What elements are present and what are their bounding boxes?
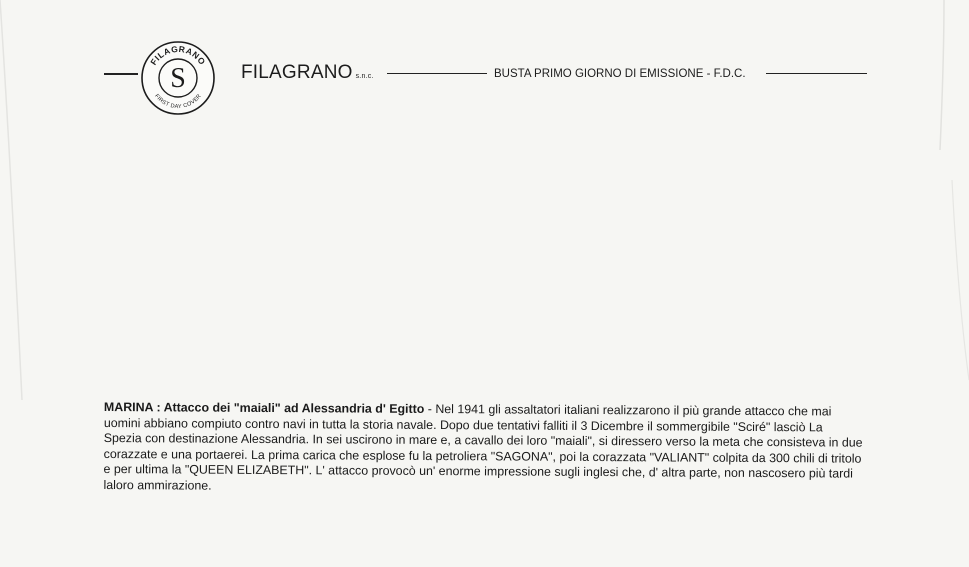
logo-ring-top-text: FILAGRANO [148,43,208,67]
filagrano-logo [140,40,216,116]
description-heading: MARINA : Attacco dei "maiali" ad Alessandria d' Egitto [103,400,425,416]
brand-name: FILAGRANO [241,62,353,83]
brand-suffix: s.n.c. [355,73,374,80]
header-rule-middle [387,73,487,74]
header-rule-right [766,73,867,74]
description-body: - Nel 1941 gli assaltatori italiani realizzarono il più grande attacco che mai uomini abbiano compiuto contro navi in tutta la storia navale. Dopo due tentativi falliti il 3 Dicembre il sommergibile "Sciré" lasciò La Spezia con destinazione Alessandria. In sei uscirono in mare e, a cavallo dei loro "maiali", si diressero verso la meta che consisteva in due corazzate e una portaerei. La prima carica che esplose fu la petroliera "SAGONA", poi la corazzata "VALIANT" colpita da 300 chili di tritolo e per ultima la "QUEEN ELIZABETH". L' attacco provocò un' enorme impressione sugli inglesi che, d' altra parte, non nascosero più tardi laloro ammirazione. [103,401,863,493]
stamp-description [103,400,864,498]
first-day-cover-label: BUSTA PRIMO GIORNO DI EMISSIONE - F.D.C. [494,68,746,80]
logo-center-letter: S [170,63,186,94]
brand-title [241,62,374,84]
header-dash-left [104,73,138,75]
logo-ring-bottom-text: FIRST DAY COVER [153,93,203,111]
